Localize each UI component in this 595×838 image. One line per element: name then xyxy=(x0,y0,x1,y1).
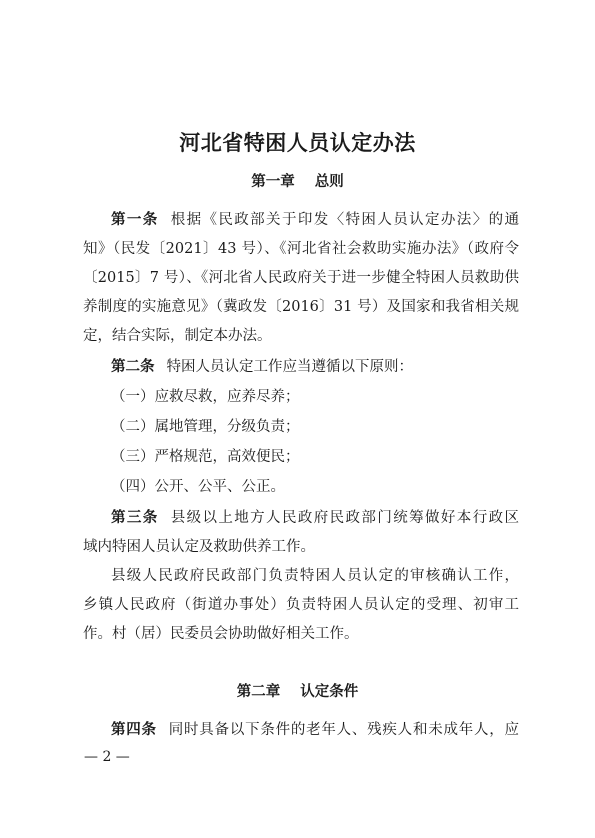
principle-item: （三）严格规范，高效便民； xyxy=(111,449,300,465)
article-4-line-1 xyxy=(111,720,519,740)
chapter-name: 总则 xyxy=(314,174,344,190)
chapter-heading-1 xyxy=(0,170,595,191)
article-3-para2-line-1: 县级人民政府民政部门负责特困人员认定的审核确认工作， xyxy=(111,568,519,584)
chapter-name: 认定条件 xyxy=(300,684,359,700)
article-3-para2-line-2: 乡镇人民政府（街道办事处）负责特困人员认定的受理、初审工 xyxy=(83,597,519,613)
article-label: 第一条 xyxy=(111,212,159,228)
article-label: 第三条 xyxy=(111,510,159,526)
article-1-line-4: 养制度的实施意见》（冀政发〔2016〕31 号）及国家和我省相关规 xyxy=(83,299,519,315)
article-3-para2-line-3: 作。村（居）民委员会协助做好相关工作。 xyxy=(83,626,359,642)
chapter-number: 第一章 xyxy=(251,174,295,190)
article-1-line-3: 〔2015〕7 号）、《河北省人民政府关于进一步健全特困人员救助供 xyxy=(83,270,519,286)
article-text: 根据《民政部关于印发〈特困人员认定办法〉的通 xyxy=(170,212,519,228)
chapter-number: 第二章 xyxy=(236,684,281,700)
principle-item: （一）应救尽救，应养尽养； xyxy=(111,389,300,405)
chapter-heading-2 xyxy=(0,680,595,701)
article-label: 第二条 xyxy=(111,359,155,375)
article-2-line-1 xyxy=(111,357,519,377)
article-label: 第四条 xyxy=(111,722,157,738)
principle-item: （四）公开、公平、公正。 xyxy=(111,479,285,495)
article-3-line-1 xyxy=(111,508,519,528)
article-1-line-5: 定，结合实际，制定本办法。 xyxy=(83,328,272,344)
article-text: 县级以上地方人民政府民政部门统筹做好本行政区 xyxy=(170,510,519,526)
article-3-line-2: 域内特困人员认定及救助供养工作。 xyxy=(83,539,315,555)
page-number: — 2 — xyxy=(84,749,130,765)
article-1-line-1 xyxy=(111,210,519,230)
document-title: 河北省特困人员认定办法 xyxy=(179,131,416,155)
article-text: 同时具备以下条件的老年人、残疾人和未成年人，应 xyxy=(168,722,519,738)
article-text: 特困人员认定工作应当遵循以下原则： xyxy=(166,359,413,375)
principle-item: （二）属地管理，分级负责； xyxy=(111,419,300,435)
article-1-line-2: 知》（民发〔2021〕43 号）、《河北省社会救助实施办法》（政府令 xyxy=(83,241,519,257)
